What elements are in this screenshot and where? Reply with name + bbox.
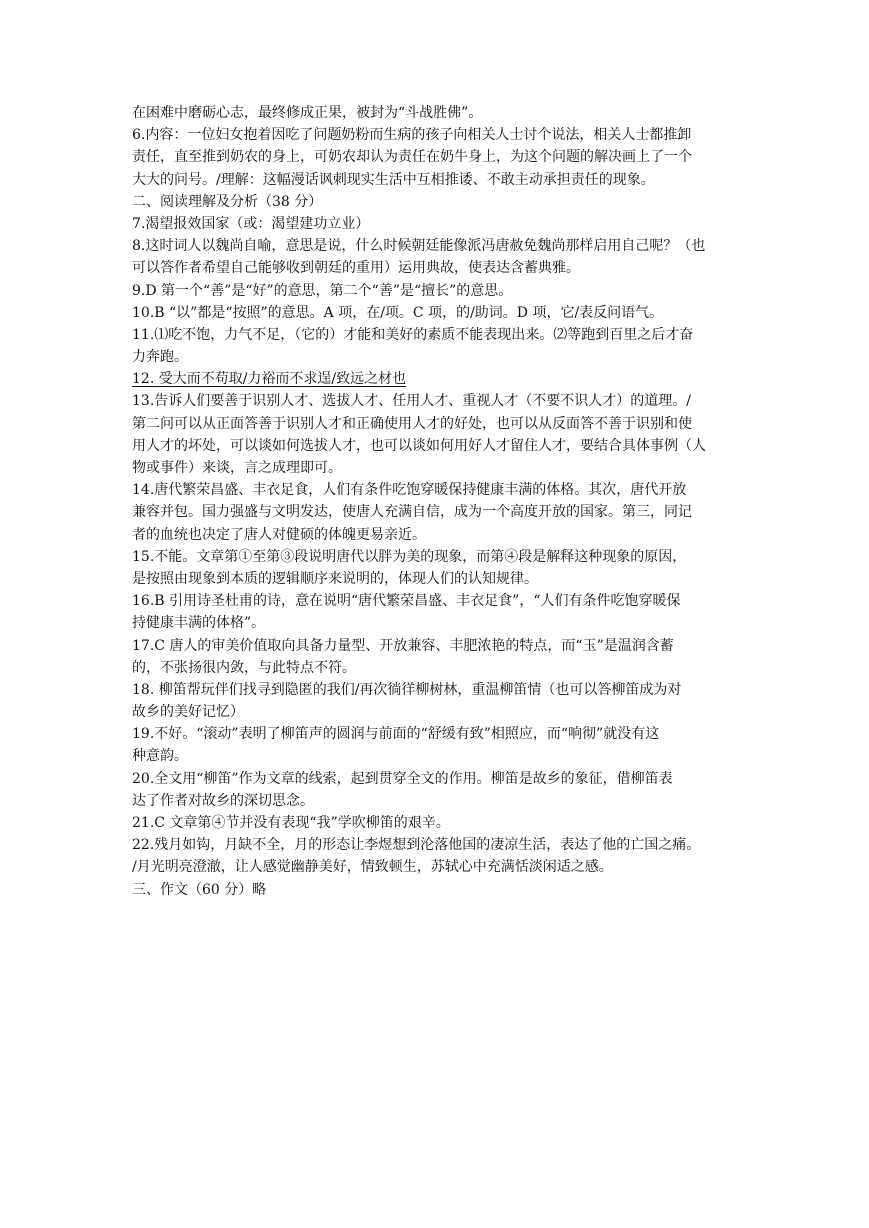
text-line: 种意韵。 [132,748,188,765]
text-line: 20.全文用“柳笛”作为文章的线索，起到贯穿全文的作用。柳笛是故乡的象征，借柳笛表 [132,770,673,787]
underlined-answer-line: 12. 受大而不苟取/力裕而不求逞/致远之材也 [132,371,407,388]
text-line: 可以答作者希望自己能够收到朝廷的重用）运用典故，使表达含蓄典雅。 [132,260,580,277]
text-line: 10.B “以”都是“按照”的意思。A 项，在/项。C 项，的/助词。D 项，它/表反问语气。 [132,304,664,321]
text-line: 力奔跑。 [132,349,188,366]
text-line: 用人才的坏处，可以谈如何选拔人才，也可以谈如何用好人才留住人才，要结合具体事例（人 [132,437,706,454]
text-line: 15.不能。文章第①至第③段说明唐代以胖为美的现象，而第④段是解释这种现象的原因， [132,548,687,565]
text-line: 责任，直至推到奶农的身上，可奶农却认为责任在奶牛身上，为这个问题的解决画上了一个 [132,149,692,166]
text-line: 第二问可以从正面答善于识别人才和正确使用人才的好处，也可以从反面答不善于识别和使 [132,415,692,432]
text-line: 13.告诉人们要善于识别人才、选拔人才、任用人才、重视人才（不要不识人才）的道理。/ [132,393,691,410]
text-line: 8.这时词人以魏尚自喻，意思是说，什么时候朝廷能像派冯唐赦免魏尚那样启用自己呢？（也 [132,238,706,255]
document-body [132,102,742,901]
text-line: 者的血统也决定了唐人对健硕的体魄更易亲近。 [132,526,426,543]
text-line: 14.唐代繁荣昌盛、丰衣足食，人们有条件吃饱穿暖保持健康丰满的体格。其次，唐代开放 [132,482,687,499]
text-line: 17.C 唐人的审美价值取向具备力量型、开放兼容、丰肥浓艳的特点，而“玉”是温润含蓄 [132,637,674,654]
text-line: 22.残月如钩，月缺不全，月的形态让李煜想到沦落他国的凄凉生活，表达了他的亡国之痛。 [132,837,701,854]
text-line: 18. 柳笛帮玩伴们找寻到隐匿的我们/再次徜徉柳树林，重温柳笛情（也可以答柳笛成为对 [132,681,682,698]
text-line: 在困难中磨砺心志，最终修成正果，被封为“斗战胜佛”。 [132,105,483,121]
section-heading: 二、阅读理解及分析（38 分） [132,193,323,210]
text-line: 21.C 文章第④节并没有表现“我”学吹柳笛的艰辛。 [132,815,450,831]
text-line: 11.⑴吃不饱，力气不足，（它的）才能和美好的素质不能表现出来。⑵等跑到百里之后才奋 [132,326,694,343]
text-line: 7.渴望报效国家（或：渴望建功立业） [132,215,370,232]
text-line: 兼容并包。国力强盛与文明发达，使唐人充满自信，成为一个高度开放的国家。第三，同记 [132,504,692,521]
text-line: 6.内容：一位妇女抱着因吃了问题奶粉而生病的孩子向相关人士讨个说法，相关人士都推卸 [132,127,692,144]
text-line: 16.B 引用诗圣杜甫的诗，意在说明“唐代繁荣昌盛、丰衣足食”，“人们有条件吃饱穿暖保 [132,593,681,610]
section-heading: 三、作文（60 分）略 [132,881,267,898]
text-line: 达了作者对故乡的深切思念。 [132,792,314,809]
text-line: 19.不好。“滚动”表明了柳笛声的圆润与前面的“舒缓有致”相照应，而“响彻”就没有这 [132,726,660,743]
text-line: 故乡的美好记忆） [132,704,244,721]
text-line: 的，不张扬很内敛，与此特点不符。 [132,659,356,676]
text-line: 9.D 第一个“善”是“好”的意思，第二个“善”是“擅长”的意思。 [132,282,513,299]
text-line: 持健康丰满的体格”。 [132,615,266,632]
text-line: /月光明亮澄澈，让人感觉幽静美好，情致顿生，苏轼心中充满恬淡闲适之感。 [132,859,613,876]
text-line: 物或事件）来谈，言之成理即可。 [132,460,342,476]
text-line: 是按照由现象到本质的逻辑顺序来说明的，体现人们的认知规律。 [132,570,538,587]
text-line: 大大的问号。/理解：这幅漫话讽刺现实生活中互相推诿、不敢主动承担责任的现象。 [132,171,655,188]
